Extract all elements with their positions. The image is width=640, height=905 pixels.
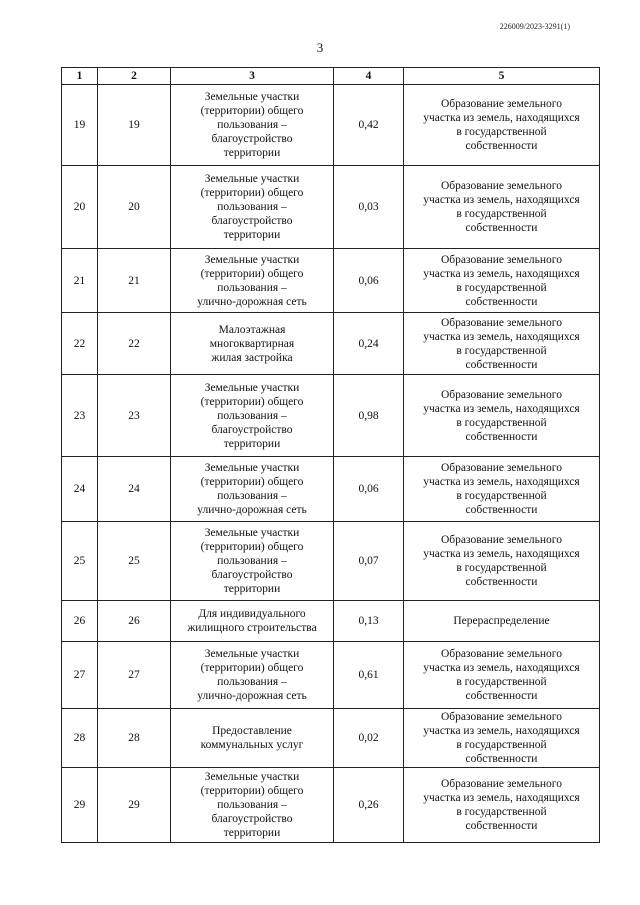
cell-formation-method (404, 249, 600, 313)
cell-formation-method (404, 457, 600, 522)
cell-number: 21 (62, 249, 98, 313)
cell-number: 28 (62, 709, 98, 768)
column-header-1: 1 (62, 68, 98, 85)
cell-land-use (171, 85, 334, 166)
cell-formation-method (404, 709, 600, 768)
cell-area: 0,03 (334, 166, 404, 249)
cell-land-use (171, 166, 334, 249)
cell-area: 0,07 (334, 522, 404, 601)
formation-method-text: Образование земельного участка из земель, находящихся в государственной собственности (423, 388, 580, 443)
cell-formation-method (404, 166, 600, 249)
formation-method-text: Образование земельного участка из земель, находящихся в государственной собственности (423, 711, 580, 765)
land-use-text: Земельные участки (территории) общего пользования – благоустройство территории (200, 91, 304, 159)
cell-plot-number: 23 (98, 375, 171, 457)
cell-plot-number: 21 (98, 249, 171, 313)
land-use-text: Земельные участки (территории) общего пользования – благоустройство территории (200, 527, 304, 595)
formation-method-text: Образование земельного участка из земель, находящихся в государственной собственности (423, 98, 580, 152)
land-use-text: Земельные участки (территории) общего пользования – улично-дорожная сеть (197, 462, 307, 516)
cell-number: 24 (62, 457, 98, 522)
formation-method-text: Образование земельного участка из земель, находящихся в государственной собственности (423, 462, 580, 516)
cell-area: 0,42 (334, 85, 404, 166)
cell-number: 29 (62, 768, 98, 843)
cell-land-use (171, 709, 334, 768)
cell-number: 22 (62, 313, 98, 375)
land-use-text: Предоставление коммунальных услуг (200, 725, 304, 751)
cell-land-use (171, 457, 334, 522)
formation-method-text: Образование земельного участка из земель, находящихся в государственной собственности (423, 778, 580, 832)
formation-method-text: Образование земельного участка из земель, находящихся в государственной собственности (423, 648, 580, 702)
cell-number: 19 (62, 85, 98, 166)
cell-area: 0,13 (334, 601, 404, 642)
cell-area: 0,06 (334, 457, 404, 522)
table-row (62, 166, 600, 249)
land-use-text: Малоэтажная многоквартирная жилая застройка (209, 323, 295, 364)
cell-formation-method (404, 601, 600, 642)
table-row (62, 601, 600, 642)
document-number: 226009/2023-3291(1) (499, 22, 570, 31)
formation-method-text: Образование земельного участка из земель, находящихся в государственной собственности (423, 534, 580, 588)
cell-area: 0,26 (334, 768, 404, 843)
cell-area: 0,61 (334, 642, 404, 709)
land-use-text: Земельные участки (территории) общего пользования – благоустройство территории (200, 173, 304, 241)
table-row (62, 313, 600, 375)
cell-area: 0,02 (334, 709, 404, 768)
table-row (62, 768, 600, 843)
cell-land-use (171, 249, 334, 313)
cell-land-use (171, 642, 334, 709)
table-header-row (62, 68, 600, 85)
cell-number: 26 (62, 601, 98, 642)
formation-method-text: Образование земельного участка из земель, находящихся в государственной собственности (423, 253, 580, 308)
cell-area: 0,24 (334, 313, 404, 375)
cell-land-use (171, 601, 334, 642)
cell-number: 20 (62, 166, 98, 249)
table-row (62, 85, 600, 166)
table-row (62, 522, 600, 601)
column-header-5: 5 (404, 68, 600, 85)
cell-area: 0,06 (334, 249, 404, 313)
cell-plot-number: 26 (98, 601, 171, 642)
column-header-3: 3 (171, 68, 334, 85)
column-header-2: 2 (98, 68, 171, 85)
table-row (62, 642, 600, 709)
table-row (62, 375, 600, 457)
cell-formation-method (404, 768, 600, 843)
cell-land-use (171, 522, 334, 601)
cell-formation-method (404, 85, 600, 166)
land-use-text: Земельные участки (территории) общего пользования – улично-дорожная сеть (197, 253, 307, 308)
table-row (62, 457, 600, 522)
column-header-4: 4 (334, 68, 404, 85)
cell-formation-method (404, 522, 600, 601)
cell-plot-number: 24 (98, 457, 171, 522)
land-use-text: Земельные участки (территории) общего пользования – благоустройство территории (200, 381, 304, 450)
cell-plot-number: 22 (98, 313, 171, 375)
cell-land-use (171, 375, 334, 457)
table-row (62, 249, 600, 313)
cell-land-use (171, 313, 334, 375)
cell-formation-method (404, 642, 600, 709)
land-use-text: Земельные участки (территории) общего пользования – улично-дорожная сеть (197, 648, 307, 702)
land-plots-table (61, 67, 600, 843)
cell-formation-method (404, 375, 600, 457)
cell-number: 27 (62, 642, 98, 709)
cell-plot-number: 27 (98, 642, 171, 709)
cell-plot-number: 28 (98, 709, 171, 768)
cell-plot-number: 25 (98, 522, 171, 601)
cell-plot-number: 19 (98, 85, 171, 166)
formation-method-text: Образование земельного участка из земель, находящихся в государственной собственности (423, 180, 580, 234)
cell-number: 23 (62, 375, 98, 457)
formation-method-text: Перераспределение (453, 615, 550, 627)
cell-number: 25 (62, 522, 98, 601)
land-use-text: Для индивидуального жилищного строительства (187, 608, 317, 634)
cell-plot-number: 29 (98, 768, 171, 843)
table-row (62, 709, 600, 768)
land-use-text: Земельные участки (территории) общего пользования – благоустройство территории (200, 771, 304, 839)
cell-area: 0,98 (334, 375, 404, 457)
formation-method-text: Образование земельного участка из земель, находящихся в государственной собственности (423, 316, 580, 371)
cell-formation-method (404, 313, 600, 375)
cell-land-use (171, 768, 334, 843)
page-number: 3 (316, 40, 324, 55)
cell-plot-number: 20 (98, 166, 171, 249)
